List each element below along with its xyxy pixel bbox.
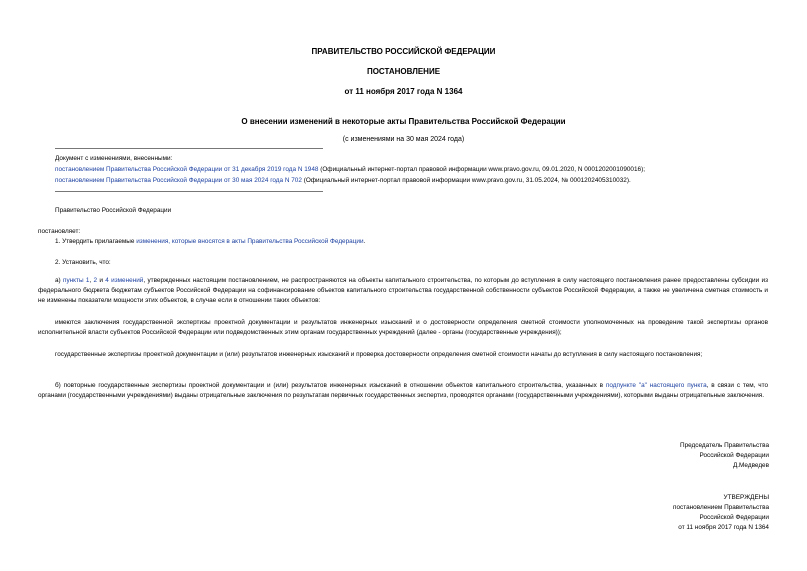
item-2a-sep-1: , [89,277,94,284]
approved-changes-link[interactable]: изменения, которые вносятся в акты Правительства Российской Федерации [136,238,364,245]
changes-bottom-rule [55,191,323,192]
signature-position: Председатель Правительства [680,442,769,449]
doc-type-heading: ПОСТАНОВЛЕНИЕ [366,67,441,76]
item-2a-text: , утвержденных настоящим постановлением, не распространяются на объекты капитального строительства, по которым до вступления в силу настоящего постановления ранее предоставлены субсидии из федерального бюджета бюджетам субъектов Российской Федерации на софинансирование объектов капитального строительства государственной собственности субъектов Российской Федерации, а также не увеличена сметная стоимость и не изменены показатели мощности этих объектов, в случае если в отношении таких объектов: [38,277,769,304]
item-1-post: . [363,238,366,245]
approved-block [673,493,769,533]
revision-note: (с изменениями на 30 мая 2024 года) [342,136,465,143]
item-2a-sep-2: и [97,277,106,284]
changes-top-rule [55,148,323,149]
point-1-link[interactable]: пункты 1 [63,277,90,284]
approved-country: Российской Федерации [699,514,769,521]
government-heading: ПРАВИТЕЛЬСТВО РОССИЙСКОЙ ФЕДЕРАЦИИ [311,47,496,56]
signature-name: Д.Медведев [732,462,769,469]
issuer-text: Правительство Российской Федерации [55,207,172,214]
point-2-link[interactable]: 2 [93,277,98,284]
signature-block [680,441,769,471]
amendment-link-1948[interactable]: постановлением Правительства Российской Федерации от 31 декабря 2019 года N 1948 [55,166,319,173]
doc-date-number: от 11 ноября 2017 года N 1364 [344,87,463,96]
changes-item-1 [55,165,645,174]
subpoint-a-link[interactable]: подпункте "а" настоящего пункта [605,382,707,389]
item-2b [38,381,768,401]
point-4-link[interactable]: 4 изменений [105,277,144,284]
item-1-pre: 1. Утвердить прилагаемые [55,238,137,245]
amendment-source-2: (Официальный интернет-портал правовой информации www.pravo.gov.ru, 31.05.2024, № 0001202405310032). [301,177,631,184]
approved-date: от 11 ноября 2017 года N 1364 [678,524,769,531]
item-2a [38,276,768,306]
changes-intro: Документ с изменениями, внесенными: [55,155,173,162]
signature-country: Российской Федерации [699,452,769,459]
amendment-source-1: (Официальный интернет-портал правовой информации www.pravo.gov.ru, 09.01.2020, N 0001202001090016); [318,166,646,173]
item-2: 2. Установить, что: [55,259,111,266]
item-2b-pre: б) повторные государственные экспертизы проектной документации и (или) результатов инженерных изысканий в отношении объектов капитального строительства, указанных в [55,382,606,389]
approved-heading: УТВЕРЖДЕНЫ [723,494,769,501]
item-2a-pre: а) [55,277,63,284]
state-expertise-paragraph: государственные экспертизы проектной документации и (или) результатов инженерных изысканий и проверка достоверности определения сметной стоимости начаты до вступления в силу настоящего постановления; [55,351,703,358]
approved-by: постановлением Правительства [673,504,769,511]
resolves-text: постановляет: [38,228,81,235]
expertise-paragraph: имеются заключения государственной экспертизы проектной документации и результатов инженерных изысканий и о достоверности определения сметной стоимости уполномоченных на проведение такой экспертизы органов исполнительной власти субъектов Российской Федерации или подведомственных этим органам государственных учреждений (далее - органы (государственные учреждения)); [38,319,768,336]
item-1 [55,237,365,246]
doc-title: О внесении изменений в некоторые акты Правительства Российской Федерации [241,117,566,126]
changes-item-2 [55,176,631,185]
amendment-link-702[interactable]: постановлением Правительства Российской Федерации от 30 мая 2024 года N 702 [55,177,302,184]
item-2b-post: , в связи с тем, что органами (государственными учреждениями) выданы отрицательные заключения по результатам первичных государственных экспертиз, проводятся органами (государственными учреждениями), которыми выданы отрицательные заключения. [38,382,769,399]
